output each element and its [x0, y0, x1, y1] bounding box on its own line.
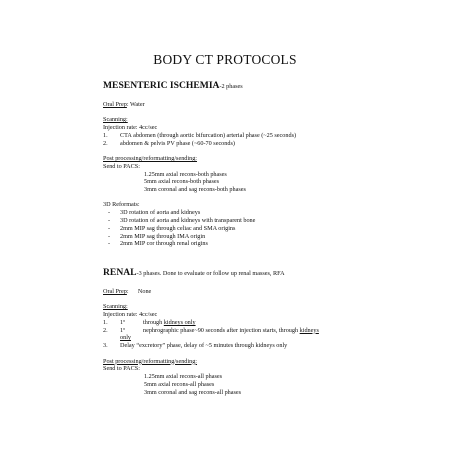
- scan-step: [103, 132, 420, 140]
- injection-rate: Injection rate: 4cc/sec: [103, 124, 158, 132]
- pacs-item: 3mm coronal and sag recons-both phases: [144, 186, 246, 194]
- scan-step-continuation: only: [120, 334, 132, 342]
- mesenteric-heading-text: MESENTERIC ISCHEMIA: [103, 80, 220, 91]
- renal-section: [103, 267, 420, 397]
- renal-heading-text: RENAL: [103, 267, 137, 278]
- renal-phases: -3 phases. Done to evaluate or follow up renal masses, RFA: [136, 270, 285, 277]
- reformats-label: 3D Reformats:: [103, 201, 140, 209]
- renal-oral-prep: [103, 288, 420, 296]
- scan-step: 2. 1º nephrographic phase~90 seconds after injection starts, through kidneys: [103, 326, 319, 334]
- step-text: abdomen & pelvis PV phase (~60-70 seconds): [120, 139, 235, 147]
- step-number: 2.: [103, 326, 108, 334]
- mesenteric-heading: [103, 80, 420, 93]
- step-number: 1.: [103, 131, 108, 139]
- injection-rate: Injection rate: 4cc/sec: [103, 311, 158, 319]
- page-title: BODY CT PROTOCOLS: [153, 52, 297, 67]
- post-processing-label: Post processing/reformatting/sending:: [103, 357, 198, 365]
- scan-step: 1. 1º through kidneys only: [103, 318, 196, 326]
- scan-step: [103, 140, 420, 148]
- reformat-item: - 2mm MIP cor through renal origins: [108, 240, 208, 248]
- pacs-item: 1.25mm axial recons-all phases: [144, 373, 223, 381]
- scanning-label: Scanning:: [103, 116, 128, 124]
- reformat-item: - 3D rotation of aorta and kidneys: [108, 209, 201, 217]
- mesenteric-oral-prep: [103, 101, 420, 109]
- scan-step: 3. Delay “excretory” phase, delay of ~5 minutes through kidneys only: [103, 342, 288, 350]
- scanning-label: Scanning:: [103, 303, 128, 311]
- send-to-pacs: Send to PACS:: [103, 365, 140, 373]
- step-number: 3.: [103, 342, 108, 350]
- oral-prep-label: Oral Prep: [103, 101, 127, 108]
- step-number: 2.: [103, 139, 108, 147]
- reformat-item: - 2mm MIP sag through celiac and SMA origins: [108, 224, 236, 232]
- reformat-item: - 2mm MIP sag through IMA origin: [108, 232, 206, 240]
- pacs-item: 5mm axial recons-all phases: [144, 380, 215, 388]
- renal-heading: [103, 267, 420, 280]
- mesenteric-section: [103, 80, 420, 248]
- oral-prep-value: : Water: [126, 101, 145, 108]
- oral-prep-value: : None: [126, 288, 152, 295]
- send-to-pacs: Send to PACS:: [103, 162, 140, 170]
- pacs-item: 5mm axial recons-both phases: [144, 178, 220, 186]
- reformat-item: - 3D rotation of aorta and kidneys with transparent bone: [108, 217, 256, 225]
- oral-prep-label: Oral Prep: [103, 288, 127, 295]
- mesenteric-phases: -2 phases: [219, 83, 243, 90]
- pacs-item: 1.25mm axial recons-both phases: [144, 170, 227, 178]
- step-text: CTA abdomen (through aortic bifurcation) arterial phase (~25 seconds): [120, 131, 297, 139]
- step-number: 1.: [103, 318, 108, 326]
- pacs-item: 3mm coronal and sag recons-all phases: [144, 388, 242, 396]
- post-processing-label: Post processing/reformatting/sending:: [103, 154, 198, 162]
